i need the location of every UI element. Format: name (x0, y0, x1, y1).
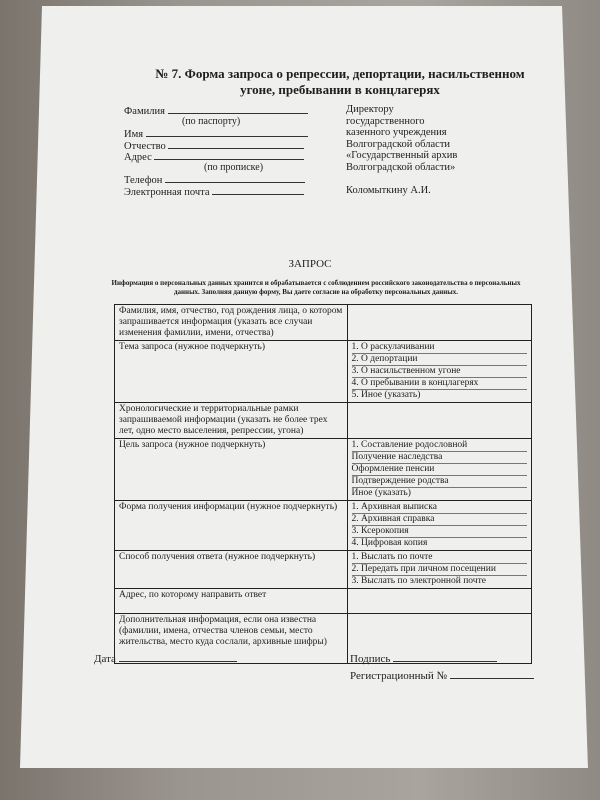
patronymic-line[interactable] (168, 139, 304, 149)
table-row (115, 305, 532, 341)
answer-cell[interactable] (347, 551, 532, 589)
answer-option[interactable]: 1. Архивная выписка (352, 502, 528, 514)
table-row (115, 341, 532, 403)
question-cell: Тема запроса (нужное подчеркнуть) (115, 341, 348, 403)
registration-note: (по прописке) (204, 161, 264, 173)
name-label: Имя (124, 129, 144, 140)
table-row (115, 439, 532, 501)
answer-option[interactable]: 4. Цифровая копия (351, 538, 428, 548)
table-row (115, 403, 532, 439)
answer-option[interactable]: 2. Архивная справка (352, 514, 528, 526)
answer-option[interactable]: Подтверждение родства (352, 476, 528, 488)
answer-cell[interactable] (347, 403, 532, 439)
answer-option[interactable]: 3. О насильственном угоне (352, 366, 528, 378)
patronymic-label: Отчество (124, 140, 166, 152)
date-field[interactable] (94, 651, 237, 665)
email-label: Электронная почта (124, 186, 210, 198)
answer-option[interactable]: 3. Ксерокопия (352, 526, 528, 538)
table-row (115, 589, 532, 614)
form-title (150, 66, 530, 98)
question-cell: Адрес, по которому направить ответ (115, 589, 348, 614)
date-line[interactable] (119, 651, 237, 662)
answer-option[interactable]: 2. Передать при личном посещении (352, 564, 528, 576)
recipient-line: Волгоградской области» (346, 161, 456, 173)
passport-note: (по паспорту) (182, 115, 241, 127)
registration-field[interactable] (350, 668, 534, 682)
answer-option[interactable]: 5. Иное (указать) (351, 390, 421, 400)
address-line[interactable] (154, 150, 304, 160)
phone-field[interactable] (124, 173, 314, 185)
recipient-line: государственного (346, 115, 425, 127)
registration-label: Регистрационный № (350, 670, 448, 682)
answer-option[interactable]: Иное (указать) (351, 488, 411, 498)
name-field[interactable] (124, 127, 314, 139)
email-line[interactable] (212, 185, 304, 195)
surname-line[interactable] (168, 104, 308, 114)
request-heading: ЗАПРОС (288, 258, 332, 270)
phone-line[interactable] (165, 173, 305, 183)
privacy-note: Информация о персональных данных хранится и обрабатывается с соблюдением российского законодательства о персональных данных. Заполняя данную форму, Вы даете согласие на обработку персональных данных. (111, 279, 521, 296)
surname-field[interactable] (124, 104, 314, 116)
request-table (114, 304, 532, 664)
surname-label: Фамилия (124, 106, 165, 117)
request-table-body (115, 305, 532, 664)
question-cell: Способ получения ответа (нужное подчеркнуть) (115, 551, 348, 589)
address-field[interactable] (124, 150, 314, 162)
answer-option[interactable]: 1. Составление родословной (352, 440, 528, 452)
question-cell: Хронологические и территориальные рамки запрашиваемой информации (указать не более трех лет, одно место выселения, репрессии, угона) (115, 403, 348, 439)
question-cell: Дополнительная информация, если она известна (фамилии, имена, отчества членов семьи, место жительства, место куда сослали, архивные шифры) (115, 614, 348, 664)
question-cell: Фамилия, имя, отчество, год рождения лица, о котором запрашивается информация (указать все случаи изменения фамилии, имени, отчества) (115, 305, 348, 341)
date-label: Дата (94, 653, 116, 665)
recipient-block (346, 104, 486, 197)
phone-label: Телефон (124, 175, 163, 186)
table-row (115, 501, 532, 551)
answer-option[interactable]: Оформление пенсии (352, 464, 528, 476)
table-row (115, 551, 532, 589)
answer-option[interactable]: Получение наследства (352, 452, 528, 464)
email-field[interactable] (124, 185, 314, 197)
question-cell: Форма получения информации (нужное подчеркнуть) (115, 501, 348, 551)
form-title-line-2: угоне, пребывании в концлагерях (240, 82, 440, 97)
answer-option[interactable]: 1. О раскулачивании (352, 342, 528, 354)
applicant-fields (124, 104, 314, 196)
answer-cell[interactable] (347, 341, 532, 403)
recipient-signatory: Коломыткину А.И. (346, 185, 431, 196)
registration-line[interactable] (450, 668, 534, 679)
signature-label: Подпись (350, 653, 391, 665)
recipient-line: Волгоградской области (346, 138, 451, 150)
answer-option[interactable]: 4. О пребывании в концлагерях (352, 378, 528, 390)
recipient-line: «Государственный архив (346, 150, 458, 161)
question-cell: Цель запроса (нужное подчеркнуть) (115, 439, 348, 501)
name-line[interactable] (146, 127, 308, 137)
signature-line[interactable] (393, 651, 497, 662)
recipient-line: Директору (346, 104, 394, 115)
patronymic-field[interactable] (124, 139, 314, 151)
answer-cell[interactable] (347, 439, 532, 501)
form-title-line-1: № 7. Форма запроса о репрессии, депортации, насильственном (155, 66, 525, 81)
answer-option[interactable]: 1. Выслать по почте (352, 552, 528, 564)
answer-cell[interactable] (347, 589, 532, 614)
address-label: Адрес (124, 152, 152, 163)
recipient-line: казенного учреждения (346, 127, 447, 138)
signature-field[interactable] (350, 651, 497, 665)
answer-cell[interactable] (347, 501, 532, 551)
answer-cell[interactable] (347, 305, 532, 341)
answer-option[interactable]: 3. Выслать по электронной почте (351, 576, 486, 586)
answer-option[interactable]: 2. О депортации (352, 354, 528, 366)
